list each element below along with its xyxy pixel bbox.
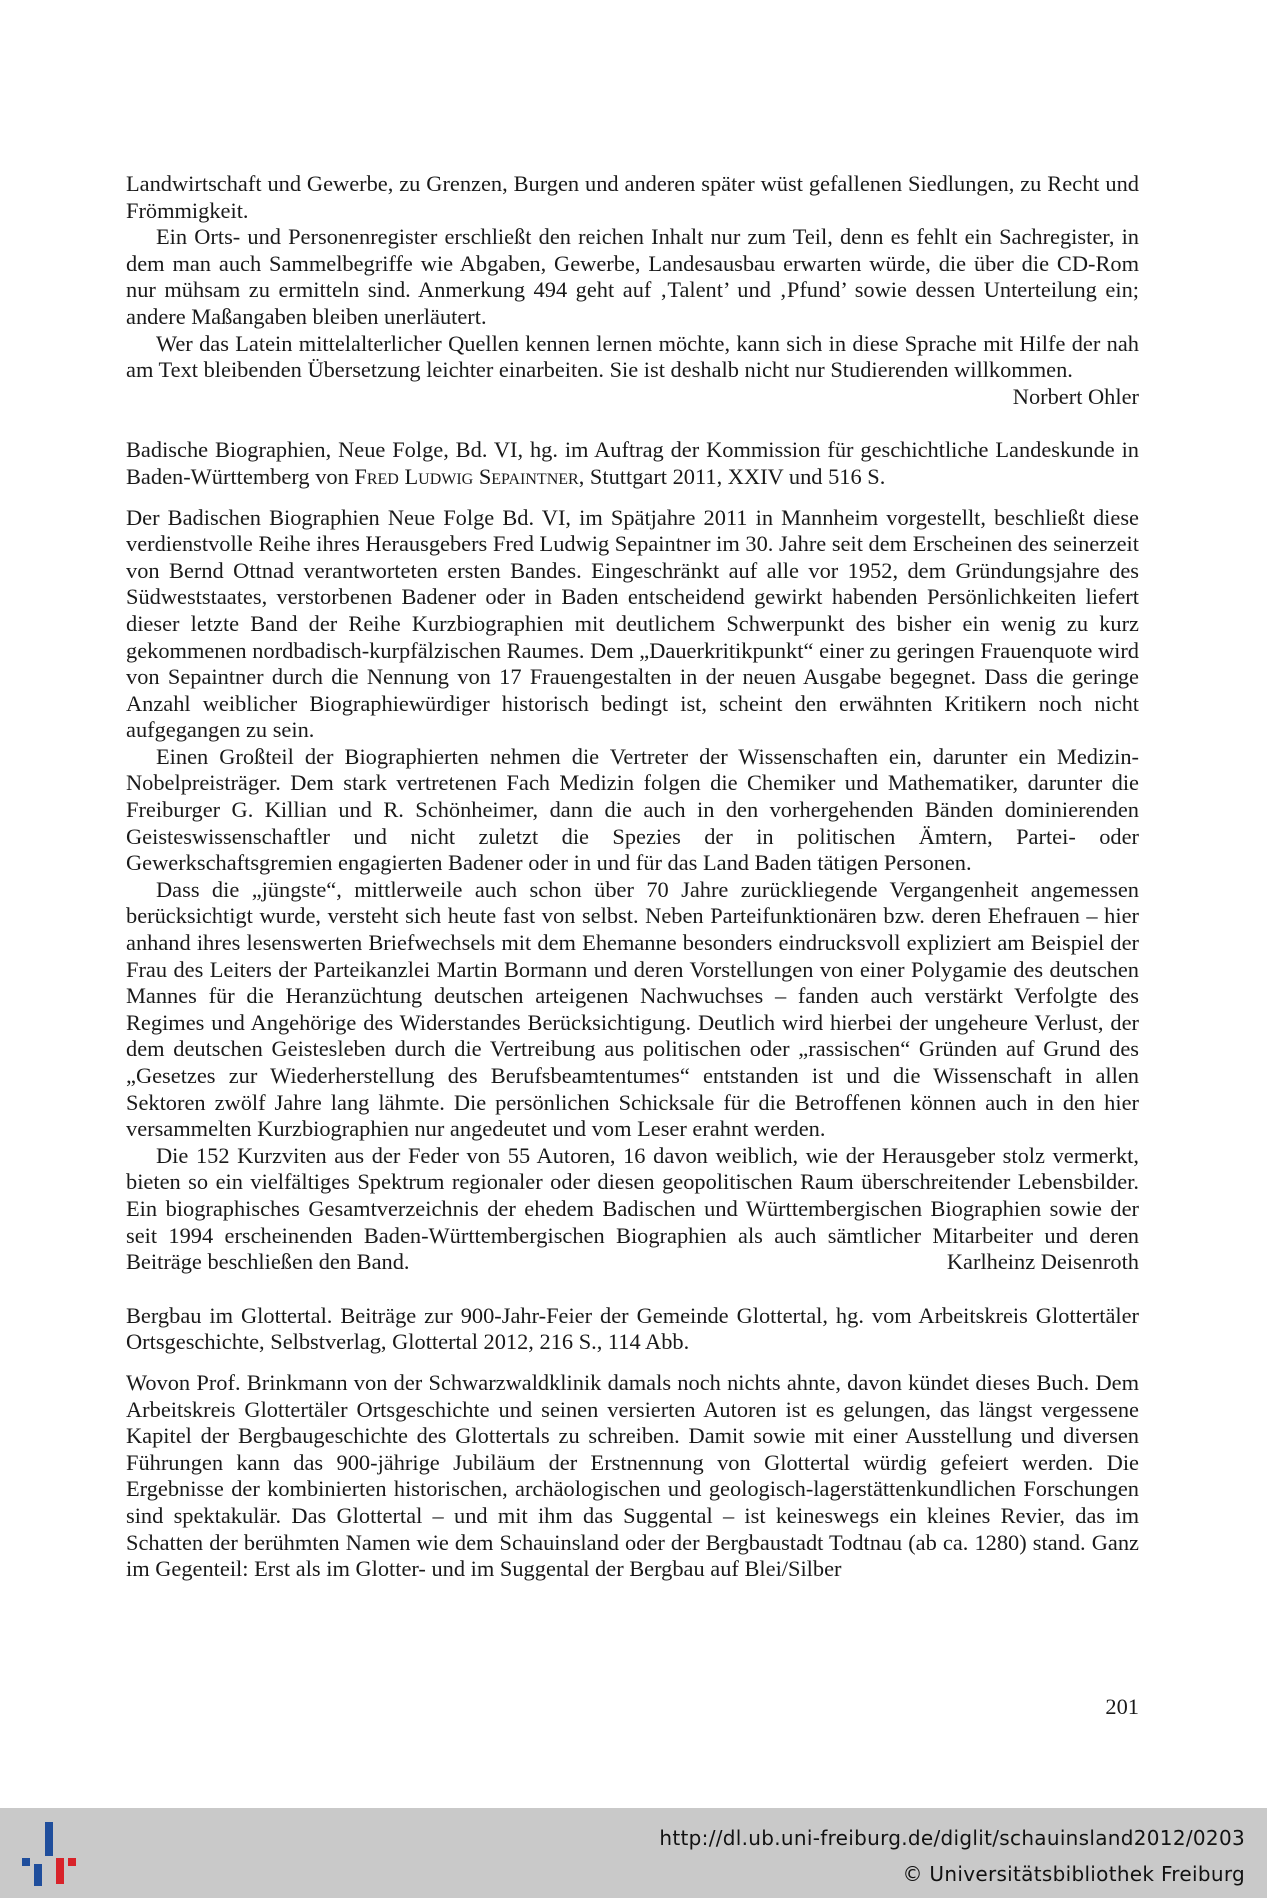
review1-paragraph-3 — [126, 331, 1139, 411]
page-number: 201 — [1105, 1694, 1139, 1719]
footer-bar — [0, 1808, 1267, 1898]
review1-paragraph-1: Landwirtschaft und Gewerbe, zu Grenzen, Burgen und anderen später wüst gefallenen Siedlungen, zu Recht und Frömmigkeit. — [126, 171, 1139, 223]
review2-heading-text: Badische Biographien, Neue Folge, Bd. VI, hg. im Auftrag der Kommission für geschichtliche Landeskunde in Baden-Württemberg von — [126, 437, 1139, 489]
review3-paragraph-1: Wovon Prof. Brinkmann von der Schwarzwaldklinik damals noch nichts ahnte, davon kündet dieses Buch. Dem Arbeitskreis Glottertäler Ortsgeschichte und seinen versierten Autoren ist es gelungen, das längst vergessene Kapitel der Bergbaugeschichte des Glottertals zu schreiben. Damit sowie mit einer Ausstellung und diversen Führungen kann das 900-jährige Jubiläum der Erstnennung von Glottertal würdig gefeiert werden. Die Ergebnisse der kombinierten historischen, archäologischen und geologisch-lagerstättenkundlichen Forschungen sind spektakulär. Das Glottertal – und mit ihm das Suggental – ist keineswegs ein kleines Revier, das im Schatten der berühmten Namen wie dem Schauinsland oder der Bergbaustadt Todtnau (ab ca. 1280) stand. Ganz im Gegenteil: Erst als im Glotter- und im Suggental der Bergbau auf Blei/Silber — [126, 1369, 1139, 1582]
review2-heading-editor: Fred Ludwig Sepaintner — [354, 463, 579, 489]
review2-heading-publication: , Stuttgart 2011, XXIV und 516 S. — [578, 463, 886, 489]
footer-url[interactable]: http://dl.ub.uni-freiburg.de/diglit/schauinsland2012/0203 — [659, 1826, 1245, 1850]
review2-paragraph-2: Einen Großteil der Biographierten nehmen die Vertreter der Wissenschaften ein, darunter ein Medizin-Nobelpreisträger. Dem stark vertretenen Fach Medizin folgen die Chemiker und Mathematiker, darunter die Freiburger G. Killian und R. Schönheimer, dann die auch in den vorhergehenden Bänden dominierenden Geisteswissenschaftler und nicht zuletzt die Spezies der in politischen Ämtern, Partei- oder Gewerkschaftsgremien engagierten Badener oder in und für das Land Baden tätigen Personen. — [126, 743, 1139, 876]
review2-author: Karlheinz Deisenroth — [946, 1249, 1139, 1275]
review1-author: Norbert Ohler — [1012, 383, 1139, 409]
ub-freiburg-logo-icon[interactable] — [14, 1820, 84, 1888]
review2-paragraph-4 — [126, 1143, 1139, 1276]
page-body — [126, 171, 1139, 1583]
footer-copyright: © Universitätsbibliothek Freiburg — [902, 1862, 1245, 1886]
review1-paragraph-2: Ein Orts- und Personenregister erschließt den reichen Inhalt nur zum Teil, denn es fehlt ein Sachregister, in dem man auch Sammelbegriffe wie Abgaben, Gewerbe, Landesausbau erwarten würde, die über die CD-Rom nur mühsam zu ermitteln sind. Anmerkung 494 geht auf ‚Talent’ und ‚Pfund’ sowie dessen Unterteilung ein; andere Maßangaben bleiben unerläutert. — [126, 224, 1139, 329]
review2-heading — [126, 437, 1139, 490]
review2-paragraph-4-text: Die 152 Kurzviten aus der Feder von 55 Autoren, 16 davon weiblich, wie der Herausgeber stolz vermerkt, bieten so ein vielfältiges Spektrum regionaler oder diesen geopolitischen Raum überschreitender Lebensbilder. Ein biographisches Gesamtverzeichnis der ehedem Badischen und Württembergischen Biographien sowie der seit 1994 erscheinenden Baden-Württembergischen Biographien als auch sämtlicher Mitarbeiter und deren Beiträge beschließen den Band. — [126, 1142, 1139, 1275]
review3-heading: Bergbau im Glottertal. Beiträge zur 900-Jahr-Feier der Gemeinde Glottertal, hg. vom Arbeitskreis Glottertäler Ortsgeschichte, Selbstverlag, Glottertal 2012, 216 S., 114 Abb. — [126, 1302, 1139, 1355]
review1-paragraph-3-text: Wer das Latein mittelalterlicher Quellen kennen lernen möchte, kann sich in diese Sprache mit Hilfe der nah am Text bleibenden Übersetzung leichter einarbeiten. Sie ist deshalb nicht nur Studierenden willkommen. — [126, 330, 1139, 383]
review2-paragraph-1: Der Badischen Biographien Neue Folge Bd. VI, im Spätjahre 2011 in Mannheim vorgestellt, beschließt diese verdienstvolle Reihe ihres Herausgebers Fred Ludwig Sepaintner im 30. Jahre seit dem Erscheinen des seinerzeit von Bernd Ottnad verantworteten ersten Bandes. Eingeschränkt auf alle vor 1952, dem Gründungsjahre des Südweststaates, verstorbenen Badener oder in Baden entscheidend gewirkt habenden Persönlichkeiten liefert dieser letzte Band der Reihe Kurzbiographien mit deutlichem Schwerpunkt des bisher ein wenig zu kurz gekommenen nordbadisch-kurpfälzischen Raumes. Dem „Dauerkritikpunkt“ einer zu geringen Frauenquote wird von Sepaintner durch die Nennung von 17 Frauengestalten in der neuen Ausgabe begegnet. Dass die geringe Anzahl weiblicher Biographiewürdiger historisch bedingt ist, scheint den erwähnten Kritikern noch nicht aufgegangen zu sein. — [126, 504, 1139, 743]
review2-paragraph-3: Dass die „jüngste“, mittlerweile auch schon über 70 Jahre zurückliegende Vergangenheit angemessen berücksichtigt wurde, versteht sich heute fast von selbst. Neben Parteifunktionären bzw. deren Ehefrauen – hier anhand ihres lesenswerten Briefwechsels mit dem Ehemanne besonders eindrucksvoll expliziert am Beispiel der Frau des Leiters der Parteikanzlei Martin Bormann und deren Vorstellungen von einer Polygamie des deutschen Mannes für die Heranzüchtung deutschen arteigenen Nachwuchses – fanden auch verstärkt Verfolgte des Regimes und Angehörige des Widerstandes Berücksichtigung. Deutlich wird hierbei der ungeheure Verlust, der dem deutschen Geistesleben durch die Vertreibung aus politischen oder „rassischen“ Gründen auf Grund des „Gesetzes zur Wiederherstellung des Berufsbeamtentumes“ entstanden ist und die Wissenschaft in allen Sektoren zwölf Jahre lang lähmte. Die persönlichen Schicksale für die Betroffenen können auch in den hier versammelten Kurzbiographien nur angedeutet und vom Leser erahnt werden. — [126, 876, 1139, 1142]
